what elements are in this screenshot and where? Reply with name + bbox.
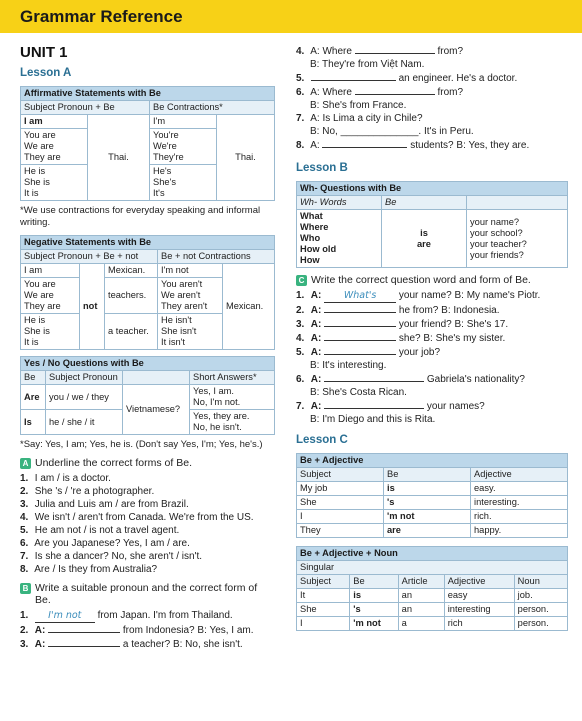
column-header: Be — [384, 468, 471, 482]
table-cell: interesting. — [471, 496, 568, 510]
exercise-b-continued — [296, 44, 568, 152]
table-title: Negative Statements with Be — [21, 236, 275, 250]
table-title: Yes / No Questions with Be — [21, 357, 275, 371]
table-cell: I — [297, 510, 384, 524]
column-header: Be — [350, 575, 398, 589]
column-header: Adjective — [444, 575, 514, 589]
item-number: 7. — [296, 401, 305, 412]
column-header: Subject Pronoun + Be — [21, 101, 150, 115]
list-item — [296, 71, 568, 85]
table-cell: 's — [350, 603, 398, 617]
list-item — [296, 85, 568, 112]
table-cell: You are We are They are — [21, 278, 80, 314]
item-text: from? — [437, 87, 464, 98]
item-text: We isn't / aren't from Canada. We're from the US. — [34, 512, 254, 523]
table-cell: happy. — [471, 524, 568, 538]
table-cell: your name? your school? your teacher? your friends? — [467, 210, 568, 268]
say-note: *Say: Yes, I am; Yes, he is. (Don't say Yes, I'm; Yes, he's.) — [20, 439, 263, 450]
unit-heading: UNIT 1 — [20, 44, 68, 61]
column-header: Subject — [297, 468, 384, 482]
item-number: 8. — [296, 140, 305, 151]
column-header: Be + not Contractions — [158, 250, 275, 264]
item-text: Are you Japanese? Yes, I am / are. — [34, 538, 190, 549]
exercise-badge: A — [20, 458, 31, 469]
table-cell: interesting — [444, 603, 514, 617]
exercise-instruction: Write the correct question word and form of Be. — [311, 274, 531, 286]
item-text: from? — [437, 46, 464, 57]
table-cell: He is She is It is — [21, 314, 80, 350]
item-number: 7. — [296, 113, 305, 124]
item-number: 3. — [20, 639, 29, 650]
answer-field[interactable]: I'm not — [35, 609, 95, 623]
affirmative-table — [20, 86, 275, 201]
be-adjective-table — [296, 453, 568, 538]
item-text: A: Is Lima a city in Chile? — [310, 113, 423, 124]
list-item — [20, 609, 275, 623]
item-text: your name? B: My name's Piotr. — [398, 290, 541, 301]
item-text: B: No, ______________. It's in Peru. — [310, 126, 474, 137]
table-cell: I am — [21, 264, 80, 278]
item-text: students? B: Yes, they are. — [410, 140, 530, 151]
item-number: 2. — [20, 625, 29, 636]
table-cell: Vietnamese? — [123, 385, 190, 435]
table-cell: an — [398, 603, 444, 617]
exercise-a-header — [20, 457, 275, 469]
list-item — [20, 623, 275, 637]
column-header: Subject — [297, 575, 350, 589]
item-number: 1. — [296, 290, 305, 301]
contraction-note: *We use contractions for everyday speaking and informal writing. — [20, 205, 261, 228]
exercise-c-header — [296, 274, 568, 286]
list-item: 3. Julia and Luis am / are from Brazil. — [20, 499, 189, 510]
item-text: Are / Is they from Australia? — [34, 564, 158, 575]
table-cell: a — [398, 617, 444, 631]
answer-field[interactable] — [322, 138, 407, 148]
column-header: Short Answers* — [190, 371, 275, 385]
table-cell: Are — [21, 385, 46, 410]
lesson-b-heading: Lesson B — [296, 162, 348, 174]
list-item: 8. Are / Is they from Australia? — [20, 564, 158, 575]
table-cell: She — [297, 603, 350, 617]
list-item — [296, 44, 568, 71]
column-header: Noun — [514, 575, 567, 589]
column-header: Adjective — [471, 468, 568, 482]
table-cell: a teacher. — [105, 314, 158, 350]
column-header: Wh- Words — [297, 196, 382, 210]
answer-field[interactable]: What's — [324, 289, 396, 303]
answer-field[interactable] — [324, 372, 424, 382]
page-title: Grammar Reference — [20, 7, 183, 26]
exercise-b-list — [20, 609, 275, 651]
list-item: 2. A: he from? B: Indonesia. — [296, 305, 500, 316]
table-cell: you / we / they — [46, 385, 123, 410]
list-item: 3. A: your friend? B: She's 17. — [296, 319, 509, 330]
item-text: B: I'm Diego and this is Rita. — [310, 414, 436, 425]
item-text: a teacher? B: No, she isn't. — [122, 639, 243, 650]
item-text: from Japan. I'm from Thailand. — [97, 610, 233, 621]
list-item: 7. Is she a dancer? No, she aren't / isn't. — [20, 551, 203, 562]
item-text: B: She's from France. — [310, 100, 407, 111]
list-item: 5. A: your job? B: It's interesting. — [296, 345, 568, 372]
item-number: 3. — [296, 319, 305, 330]
list-item: 4. A: she? B: She's my sister. — [296, 333, 506, 344]
speaker-label: A: — [34, 639, 46, 650]
wh-questions-table — [296, 181, 568, 268]
list-item: 6. Are you Japanese? Yes, I am / are. — [20, 538, 190, 549]
list-item — [296, 138, 568, 152]
list-item: 1. A: What's your name? B: My name's Piotr. — [296, 290, 541, 301]
answer-field[interactable] — [48, 637, 120, 647]
lesson-a-heading: Lesson A — [20, 67, 72, 79]
yes-no-table — [20, 356, 275, 435]
table-cell: 'm not — [350, 617, 398, 631]
table-cell: easy. — [471, 482, 568, 496]
item-text: your friend? B: She's 17. — [398, 319, 509, 330]
answer-field[interactable] — [355, 85, 435, 95]
list-item: 4. We isn't / aren't from Canada. We're from the US. — [20, 512, 254, 523]
item-text: he from? B: Indonesia. — [398, 305, 500, 316]
table-cell: is are — [382, 210, 467, 268]
answer-field[interactable] — [324, 399, 424, 409]
table-cell: job. — [514, 589, 567, 603]
item-text: your job? — [398, 347, 441, 358]
table-cell: rich — [444, 617, 514, 631]
item-text: A: Where — [310, 46, 352, 57]
table-cell: They — [297, 524, 384, 538]
table-cell: I — [297, 617, 350, 631]
table-cell: 's — [384, 496, 471, 510]
table-cell: He's She's It's — [150, 165, 217, 201]
table-cell: Is — [21, 410, 46, 435]
item-text: A: — [310, 140, 320, 151]
lesson-c-heading: Lesson C — [296, 434, 348, 446]
table-cell: He is She is It is — [21, 165, 88, 201]
item-text: Julia and Luis am / are from Brazil. — [34, 499, 189, 510]
speaker-label: A: — [34, 625, 46, 636]
item-text: from Indonesia? B: Yes, I am. — [122, 625, 254, 636]
list-item: 6. A: Gabriela's nationality? B: She's Costa Rican. — [296, 372, 568, 399]
table-cell: teachers. — [105, 278, 158, 314]
answer-field[interactable] — [48, 623, 120, 633]
table-cell: Mexican. — [105, 264, 158, 278]
table-cell: he / she / it — [46, 410, 123, 435]
item-text: she? B: She's my sister. — [398, 333, 506, 344]
item-number: 6. — [296, 374, 305, 385]
item-number: 1. — [20, 610, 29, 621]
exercise-badge: C — [296, 275, 307, 286]
table-cell: You're We're They're — [150, 129, 217, 165]
column-header: Subject Pronoun + Be + not — [21, 250, 158, 264]
table-cell: Mexican. — [223, 264, 275, 350]
table-cell: rich. — [471, 510, 568, 524]
exercise-c-list — [296, 289, 568, 426]
column-header: Be — [21, 371, 46, 385]
table-cell: She — [297, 496, 384, 510]
table-cell: is — [384, 482, 471, 496]
column-header: Subject Pronoun — [46, 371, 123, 385]
table-cell: You aren't We aren't They aren't — [158, 278, 223, 314]
answer-field[interactable] — [324, 331, 396, 341]
item-text: Is she a dancer? No, she aren't / isn't. — [34, 551, 203, 562]
item-number: 5. — [296, 73, 305, 84]
answer-field[interactable] — [324, 345, 396, 355]
column-header — [123, 371, 190, 385]
table-cell: person. — [514, 617, 567, 631]
answer-field[interactable] — [311, 71, 396, 81]
table-cell: I'm — [150, 115, 217, 129]
item-text: She 's / 're a photographer. — [34, 486, 155, 497]
column-header: Be — [382, 196, 467, 210]
table-title: Be + Adjective + Noun — [297, 547, 568, 561]
table-cell: is — [350, 589, 398, 603]
column-header: Be Contractions* — [150, 101, 275, 115]
table-cell: Thai. — [217, 115, 275, 201]
item-text: I am / is a doctor. — [34, 473, 111, 484]
column-header: Article — [398, 575, 444, 589]
item-number: 5. — [296, 347, 305, 358]
answer-field[interactable] — [324, 317, 396, 327]
item-text: B: It's interesting. — [310, 360, 387, 371]
exercise-b-header — [20, 582, 275, 606]
list-item: 7. A: your names? B: I'm Diego and this is Rita. — [296, 399, 568, 426]
table-cell: Thai. — [88, 115, 150, 201]
list-item: 2. She 's / 're a photographer. — [20, 486, 155, 497]
table-cell: Yes, they are. No, he isn't. — [190, 410, 275, 435]
item-number: 4. — [296, 46, 305, 57]
item-text: B: They're from Việt Nam. — [310, 59, 425, 70]
negative-table — [20, 235, 275, 350]
exercise-instruction: Underline the correct forms of Be. — [35, 457, 192, 469]
list-item — [296, 112, 568, 138]
list-item — [20, 637, 275, 651]
be-adjective-noun-table — [296, 546, 568, 631]
table-title: Be + Adjective — [297, 454, 568, 468]
exercise-badge: B — [20, 583, 31, 594]
item-text: your names? — [426, 401, 485, 412]
table-cell: 'm not — [384, 510, 471, 524]
right-column — [296, 44, 568, 635]
exercise-a-list — [20, 472, 275, 576]
answer-field[interactable] — [355, 44, 435, 54]
table-cell: I'm not — [158, 264, 223, 278]
table-cell: easy — [444, 589, 514, 603]
table-cell: not — [80, 264, 105, 350]
column-header — [467, 196, 568, 210]
answer-field[interactable] — [324, 303, 396, 313]
table-cell: person. — [514, 603, 567, 617]
item-text: an engineer. He's a doctor. — [398, 73, 518, 84]
item-text: He am not / is not a travel agent. — [34, 525, 180, 536]
item-text: A: Where — [310, 87, 352, 98]
table-title: Wh- Questions with Be — [297, 182, 568, 196]
item-number: 6. — [296, 87, 305, 98]
item-number: 2. — [296, 305, 305, 316]
table-cell: an — [398, 589, 444, 603]
table-cell: are — [384, 524, 471, 538]
item-number: 4. — [296, 333, 305, 344]
table-cell: I am — [21, 115, 88, 129]
table-cell: What Where Who How old How — [297, 210, 382, 268]
item-text: Gabriela's nationality? — [426, 374, 525, 385]
left-column — [20, 40, 275, 651]
exercise-instruction: Write a suitable pronoun and the correct form of Be. — [35, 582, 258, 606]
table-cell: He isn't She isn't It isn't — [158, 314, 223, 350]
table-cell: Yes, I am. No, I'm not. — [190, 385, 275, 410]
page-banner — [0, 0, 582, 33]
list-item: 5. He am not / is not a travel agent. — [20, 525, 180, 536]
list-item: 1. I am / is a doctor. — [20, 473, 111, 484]
table-title: Affirmative Statements with Be — [21, 87, 275, 101]
item-text: B: She's Costa Rican. — [310, 387, 407, 398]
table-cell: It — [297, 589, 350, 603]
table-cell: You are We are They are — [21, 129, 88, 165]
table-subtitle: Singular — [297, 561, 568, 575]
table-cell: My job — [297, 482, 384, 496]
